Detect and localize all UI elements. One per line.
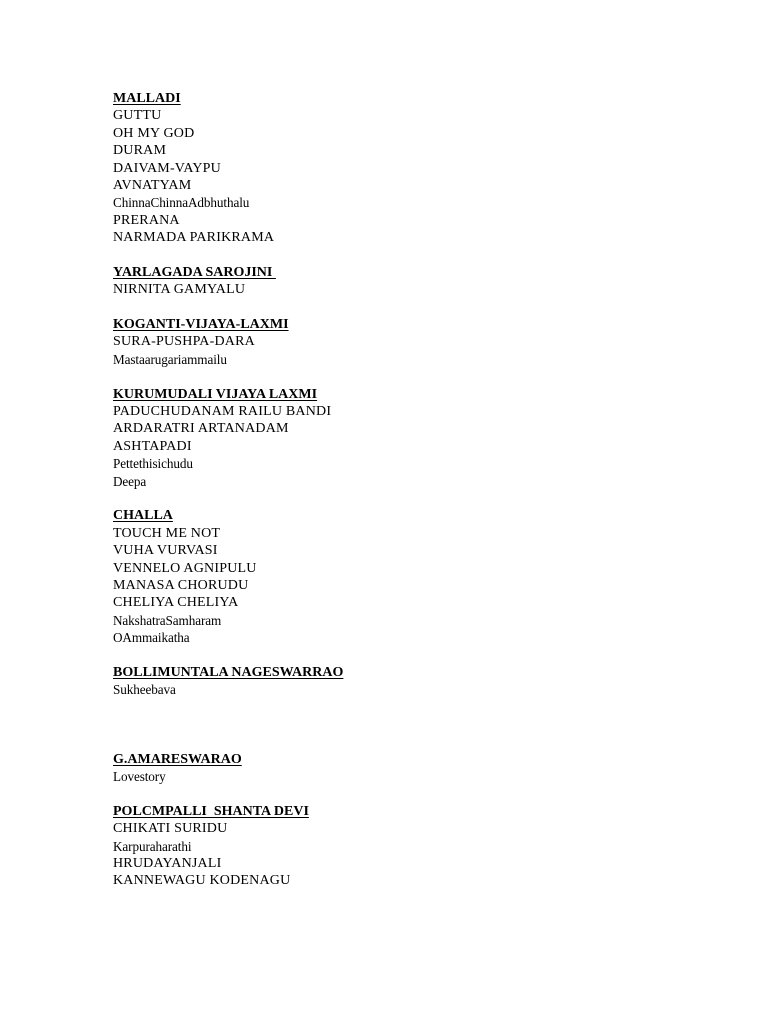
book-title: AVNATYAM <box>113 177 192 193</box>
section-spacer <box>113 490 673 507</box>
author-section <box>113 90 673 247</box>
book-title: ASHTAPADI <box>113 438 192 454</box>
book-title: Mastaarugariammailu <box>113 351 227 367</box>
book-title: CHELIYA CHELIYA <box>113 595 239 611</box>
author-heading: G.AMARESWARAO <box>113 751 242 767</box>
book-title: OH MY GOD <box>113 125 195 141</box>
book-title: VUHA VURVASI <box>113 543 218 559</box>
book-title: Deepa <box>113 473 147 489</box>
section-spacer <box>113 699 673 751</box>
author-section <box>113 316 673 368</box>
section-spacer <box>113 299 673 316</box>
author-heading: POLCMPALLI SHANTA DEVI <box>113 803 309 819</box>
book-title: OAmmaikatha <box>113 630 190 646</box>
author-heading: KURUMUDALI VIJAYA LAXMI <box>113 386 318 402</box>
book-title: TOUCH ME NOT <box>113 525 221 541</box>
author-section <box>113 386 673 490</box>
book-title: PADUCHUDANAM RAILU BANDI <box>113 404 332 420</box>
book-title: MANASA CHORUDU <box>113 577 249 593</box>
book-title: NARMADA PARIKRAMA <box>113 230 275 246</box>
author-heading: MALLADI <box>113 91 181 106</box>
author-heading: YARLAGADA SAROJINI <box>113 264 276 280</box>
section-spacer <box>113 247 673 264</box>
author-section <box>113 803 673 890</box>
book-title: Pettethisichudu <box>113 456 193 472</box>
book-title: Lovestory <box>113 769 166 785</box>
author-section <box>113 507 673 646</box>
author-section <box>113 751 673 786</box>
book-title: DAIVAM-VAYPU <box>113 160 221 176</box>
book-title: SURA-PUSHPA-DARA <box>113 334 255 350</box>
book-title: PRERANA <box>113 212 180 228</box>
book-title: CHIKATI SURIDU <box>113 821 228 837</box>
book-title: Karpuraharathi <box>113 838 192 854</box>
book-title: DURAM <box>113 143 167 159</box>
section-spacer <box>113 368 673 385</box>
author-section <box>113 264 673 299</box>
author-heading: CHALLA <box>113 508 173 524</box>
book-title: KANNEWAGU KODENAGU <box>113 873 291 889</box>
author-heading: KOGANTI-VIJAYA-LAXMI <box>113 317 289 333</box>
book-title: NakshatraSamharam <box>113 612 222 628</box>
book-title: Sukheebava <box>113 682 176 698</box>
book-title: ARDARATRI ARTANADAM <box>113 421 289 437</box>
book-title: ChinnaChinnaAdbhuthalu <box>113 195 250 211</box>
section-spacer <box>113 647 673 664</box>
author-section <box>113 664 673 699</box>
author-heading: BOLLIMUNTALA NAGESWARRAO <box>113 664 344 680</box>
book-list <box>113 90 673 890</box>
book-title: VENNELO AGNIPULU <box>113 560 257 576</box>
book-title: NIRNITA GAMYALU <box>113 282 246 298</box>
book-title: GUTTU <box>113 108 162 124</box>
section-spacer <box>113 785 673 802</box>
book-title: HRUDAYANJALI <box>113 856 222 872</box>
